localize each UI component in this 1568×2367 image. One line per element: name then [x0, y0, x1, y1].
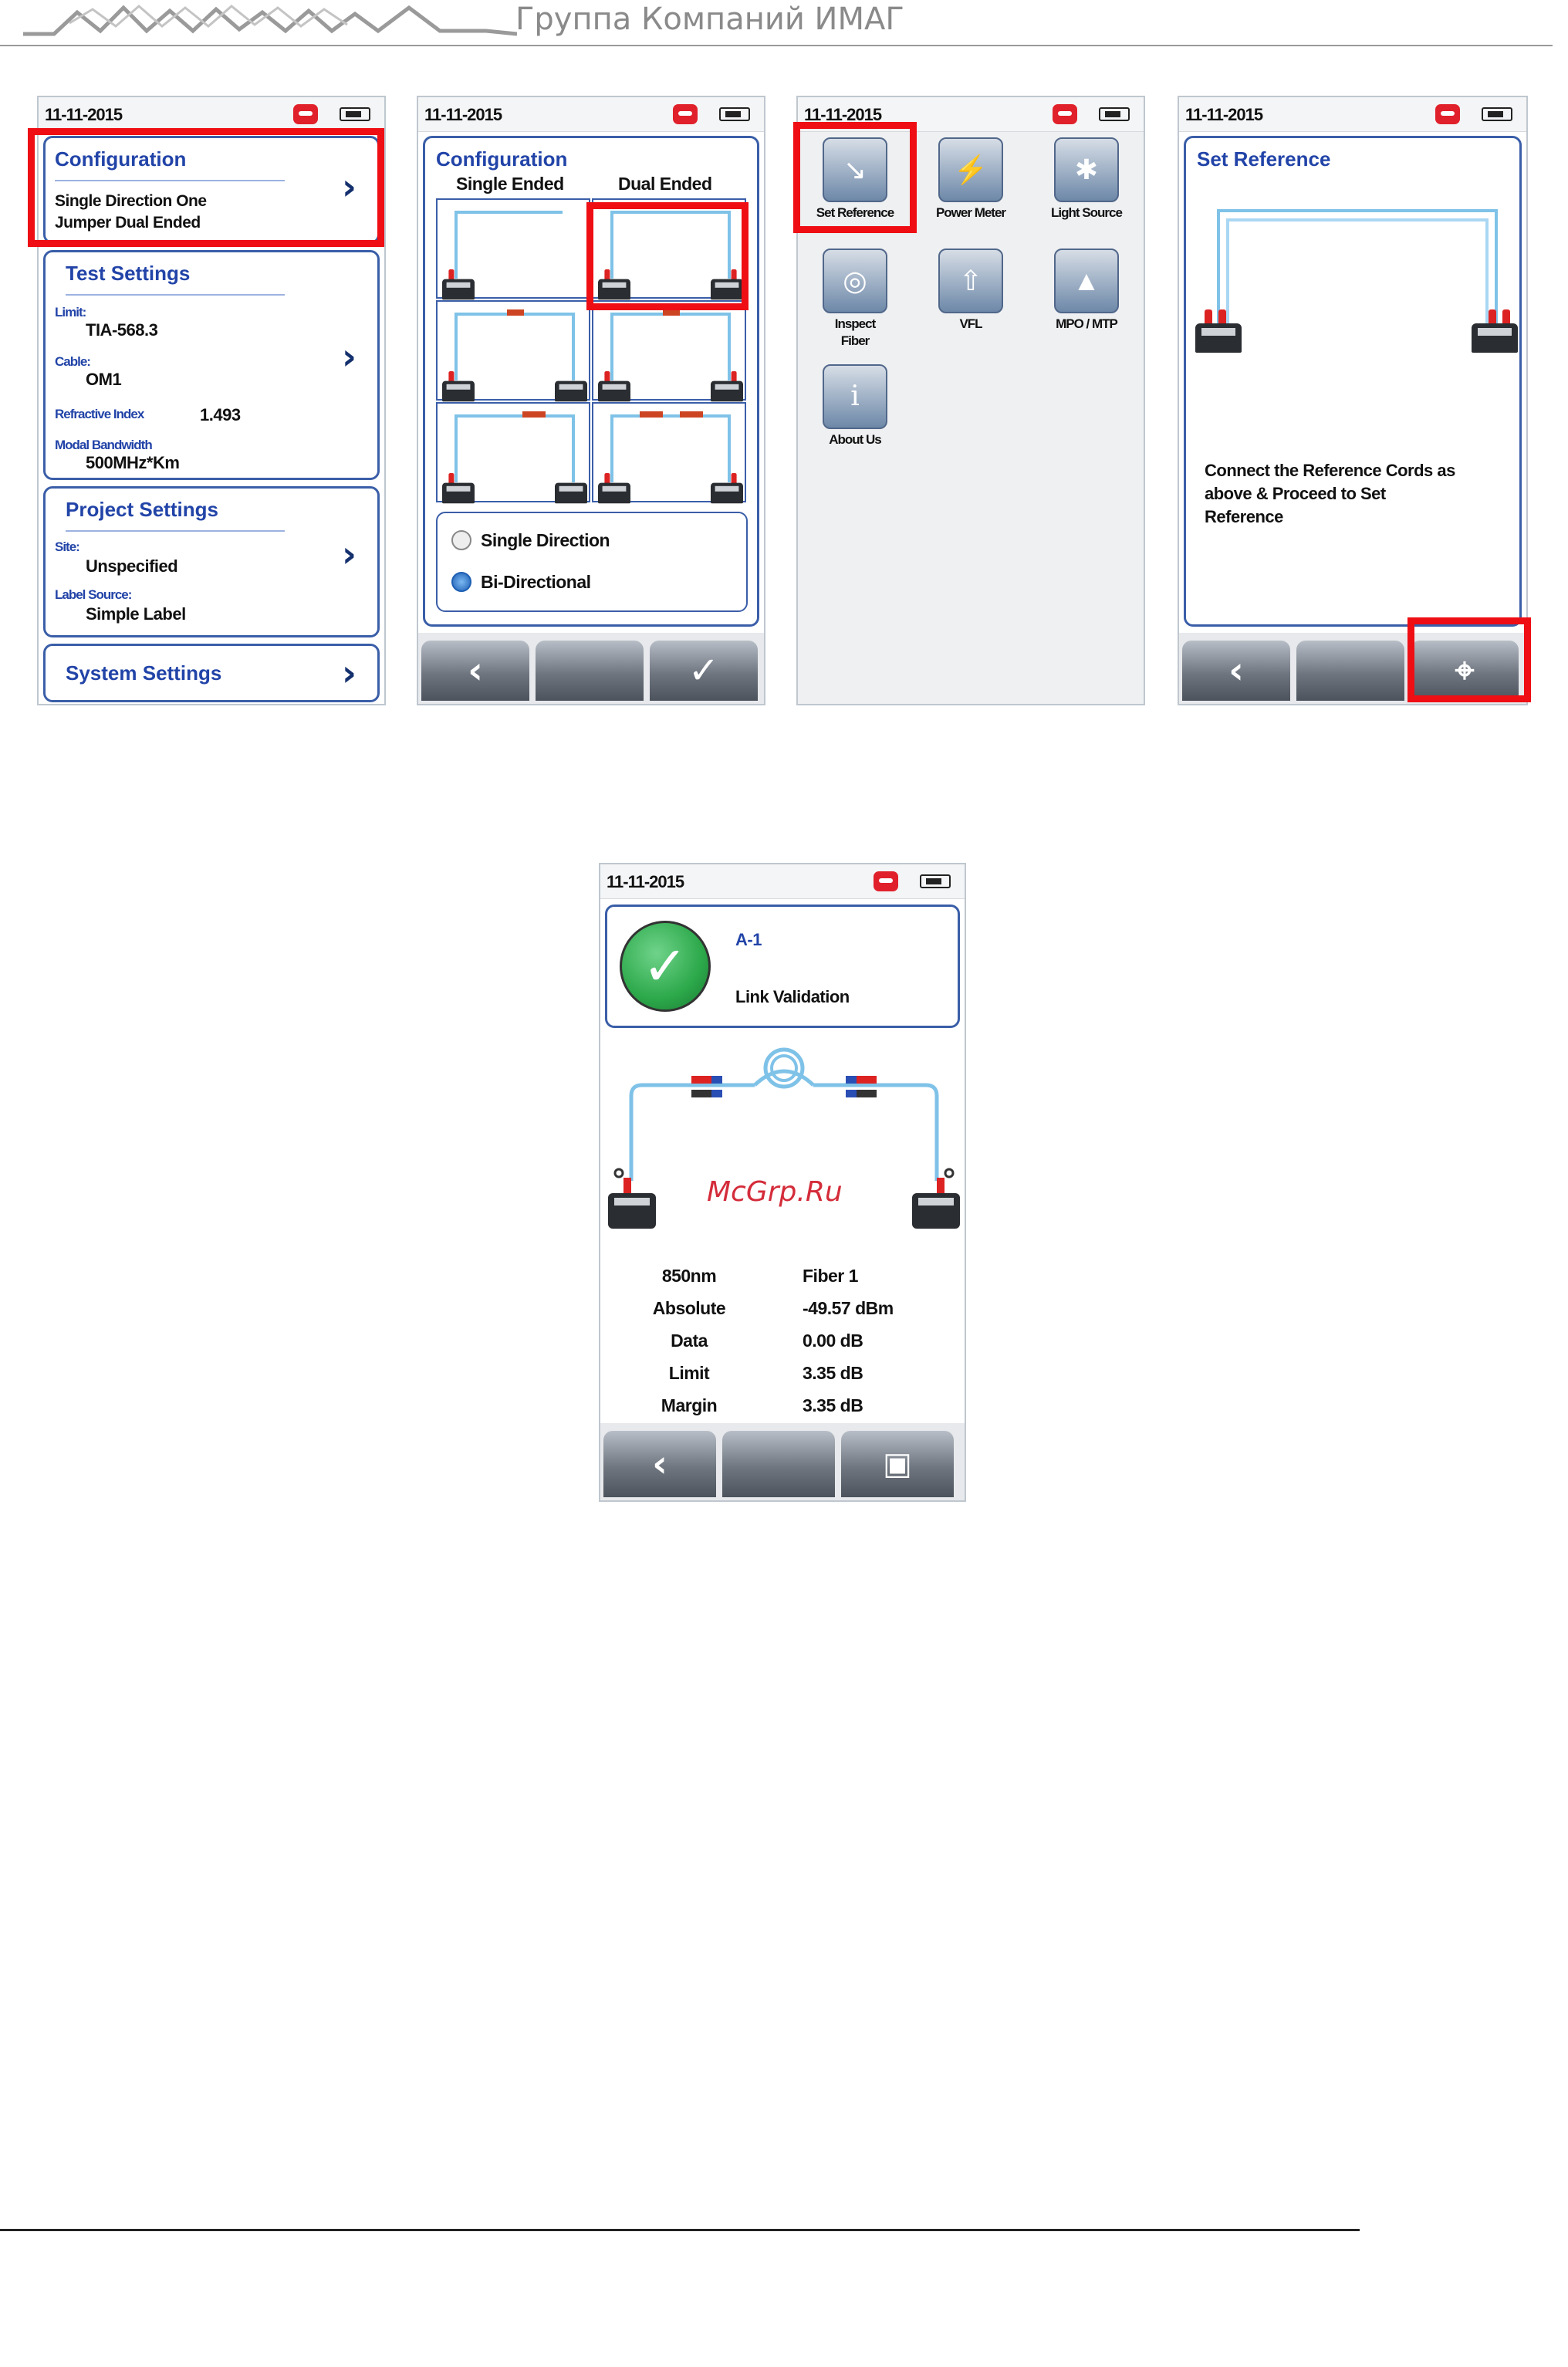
set-reference-label: Set Reference [816, 205, 894, 220]
set-reference-button[interactable]: ⌖ [1411, 641, 1519, 701]
back-button[interactable]: ‹ [421, 641, 529, 701]
inspect-fiber-tile[interactable]: ◎ [823, 249, 887, 313]
battery-icon [340, 107, 370, 121]
system-settings-card[interactable] [43, 644, 380, 702]
divider [66, 530, 285, 532]
project-settings-card[interactable] [43, 486, 380, 637]
date: 11-11-2015 [804, 105, 882, 124]
test-settings-title: Test Settings [66, 262, 191, 285]
footer-rule [0, 2229, 1360, 2231]
power-meter-tile[interactable]: ⚡ [938, 137, 1003, 202]
configuration-title: Configuration [55, 147, 187, 171]
imag-logo [23, 0, 517, 45]
power-meter-label: Power Meter [935, 205, 1006, 220]
hang-up-icon[interactable] [1435, 104, 1460, 124]
configuration-line2: Jumper Dual Ended [55, 214, 201, 232]
date: 11-11-2015 [607, 872, 684, 891]
instruction-line3: Reference [1205, 507, 1283, 526]
mpo-mtp-tile[interactable]: ▲ [1054, 249, 1119, 313]
project-settings-title: Project Settings [66, 498, 218, 521]
result-value: -49.57 dBm [803, 1298, 894, 1318]
vfl-label: VFL [959, 316, 982, 331]
config-option-5[interactable] [436, 402, 590, 502]
header-title: Группа Компаний ИМАГ [515, 2, 904, 37]
back-button[interactable]: ‹ [603, 1431, 716, 1497]
refractive-index-label: Refractive Index [55, 407, 144, 421]
configuration-title: Configuration [436, 147, 568, 171]
chevron-right-icon: › [342, 336, 357, 377]
set-reference-tile[interactable]: ↘ [823, 137, 887, 202]
result-key: Absolute [652, 1298, 726, 1318]
inspect-fiber-label: Inspect [834, 316, 876, 331]
result-value: Fiber 1 [803, 1266, 858, 1286]
blank-button[interactable] [536, 641, 644, 701]
light-source-label: Light Source [1051, 205, 1122, 220]
battery-icon [1099, 107, 1130, 121]
result-key: Limit [668, 1363, 710, 1383]
hang-up-icon[interactable] [673, 104, 698, 124]
highlight-set-reference [793, 122, 917, 233]
highlight-configuration [28, 128, 384, 247]
result-card[interactable] [605, 905, 960, 1028]
site-value: Unspecified [86, 556, 178, 576]
about-us-label: About Us [829, 432, 881, 447]
single-ended-header: Single Ended [456, 174, 564, 194]
light-source-tile[interactable]: ✱ [1054, 137, 1119, 202]
config-option-4[interactable] [592, 300, 746, 401]
inspect-fiber-label-2: Fiber [840, 333, 870, 348]
meter-right-icon [1472, 309, 1518, 353]
modal-bandwidth-value: 500MHz*Km [86, 453, 180, 472]
meter-left-icon [1195, 309, 1242, 353]
result-row [600, 1331, 965, 1361]
cable-value: OM1 [86, 370, 122, 389]
screen-result [599, 863, 966, 1502]
config-option-3[interactable] [436, 300, 590, 401]
label-source-value: Simple Label [86, 604, 186, 624]
result-value: 3.35 dB [803, 1395, 863, 1415]
status-bar [1179, 97, 1526, 132]
pass-check-icon: ✓ [620, 921, 711, 1012]
result-row [600, 1266, 965, 1297]
date: 11-11-2015 [424, 105, 502, 124]
result-row [600, 1363, 965, 1394]
single-direction-label: Single Direction [481, 530, 610, 550]
screen-set-reference [1178, 96, 1528, 705]
instruction-line2: above & Proceed to Set [1205, 484, 1386, 503]
confirm-button[interactable]: ✓ [650, 641, 758, 701]
battery-icon [719, 107, 750, 121]
limit-label: Limit: [55, 305, 86, 320]
date: 11-11-2015 [45, 105, 123, 124]
header-rule [0, 45, 1553, 46]
watermark: McGrp.Ru [707, 1176, 843, 1208]
config-option-6[interactable] [592, 402, 746, 502]
button-bar [600, 1423, 965, 1500]
blank-button[interactable] [1296, 641, 1404, 701]
result-key: 850nm [661, 1266, 717, 1286]
site-label: Site: [55, 539, 79, 554]
hang-up-icon[interactable] [874, 871, 898, 891]
battery-icon [920, 874, 951, 888]
bi-directional-radio[interactable] [451, 572, 471, 592]
chevron-right-icon: › [342, 166, 357, 208]
cable-label: Cable: [55, 354, 90, 369]
direction-options [436, 512, 748, 612]
blank-button[interactable] [722, 1431, 835, 1497]
test-settings-card[interactable] [43, 250, 380, 480]
set-reference-title: Set Reference [1197, 147, 1331, 171]
screen-configuration [417, 96, 765, 705]
back-button[interactable]: ‹ [1182, 641, 1290, 701]
modal-bandwidth-label: Modal Bandwidth [55, 438, 152, 452]
system-settings-title: System Settings [66, 661, 222, 685]
chevron-right-icon: › [342, 533, 357, 575]
highlight-set-reference-button [1407, 617, 1531, 702]
battery-icon [1482, 107, 1512, 121]
about-us-tile[interactable]: i [823, 364, 887, 429]
hang-up-icon[interactable] [1053, 104, 1077, 124]
mpo-mtp-label: MPO / MTP [1056, 316, 1117, 331]
result-id: A-1 [735, 930, 762, 949]
result-label: Link Validation [735, 987, 850, 1006]
status-bar [600, 864, 965, 899]
status-bar [418, 97, 764, 132]
result-value: 0.00 dB [803, 1331, 863, 1351]
chevron-right-icon: › [342, 652, 357, 694]
status-bar [39, 97, 384, 132]
dual-ended-header: Dual Ended [618, 174, 712, 194]
bi-directional-label: Bi-Directional [481, 572, 591, 592]
highlight-dual-ended [586, 202, 749, 310]
config-option-1[interactable] [436, 198, 590, 299]
single-direction-radio[interactable] [451, 530, 471, 550]
result-row [600, 1395, 965, 1426]
result-key: Margin [661, 1395, 718, 1415]
result-value: 3.35 dB [803, 1363, 863, 1383]
configuration-line1: Single Direction One [55, 192, 207, 210]
save-button[interactable]: ▣ [841, 1431, 954, 1497]
result-key: Data [671, 1331, 708, 1351]
divider [66, 294, 285, 296]
hang-up-icon[interactable] [293, 104, 318, 124]
set-reference-panel [1184, 136, 1522, 627]
button-bar [418, 633, 764, 704]
vfl-tile[interactable]: ⇧ [938, 249, 1003, 313]
date: 11-11-2015 [1185, 105, 1263, 124]
instruction-line1: Connect the Reference Cords as [1205, 461, 1455, 480]
refractive-index-value: 1.493 [200, 405, 241, 424]
result-row [600, 1298, 965, 1329]
limit-value: TIA-568.3 [86, 320, 158, 340]
label-source-label: Label Source: [55, 587, 132, 602]
reference-cord-inner [1226, 218, 1489, 325]
